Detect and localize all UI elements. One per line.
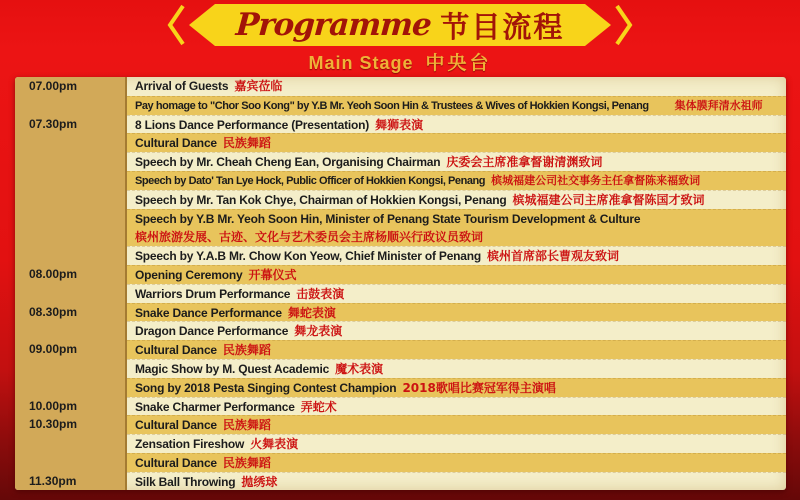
event-time: 10.00pm [15,397,127,416]
event-time: 11.30pm [15,472,127,490]
event-title-english: Speech by Y.B Mr. Yeoh Soon Hin, Minister of Penang State Tourism Development & Culture [135,211,641,226]
event-time [15,359,127,378]
schedule-row [15,190,786,209]
event-description [127,77,786,96]
event-title-chinese: 槟城福建公司社交事务主任拿督陈来福致词 [491,173,701,187]
event-time [15,321,127,340]
schedule-row [15,115,786,134]
event-title-english: Speech by Y.A.B Mr. Chow Kon Yeow, Chief Minister of Penang [135,249,482,264]
schedule-row [15,133,786,152]
programme-title-banner [165,3,635,47]
event-title-english: Arrival of Guests [135,79,229,93]
schedule-row [15,284,786,303]
schedule-row [15,340,786,359]
event-title-english: Cultural Dance [135,418,217,433]
event-description [127,453,786,472]
event-title-chinese: 击鼓表演 [296,286,345,301]
event-time [15,284,127,303]
event-title-chinese: 火舞表演 [250,437,299,452]
event-title-chinese: 舞龙表演 [294,324,343,339]
event-description [127,284,786,303]
event-title-english: Speech by Dato' Tan Lye Hock, Public Officer of Hokkien Kongsi, Penang [135,174,486,187]
event-title-english: Zensation Fireshow [135,437,245,452]
event-description [127,133,786,152]
event-description [127,378,786,397]
event-description [127,415,786,434]
stage-subtitle-chinese: 中央台 [425,53,492,74]
event-title-english: 8 Lions Dance Performance (Presentation) [135,117,370,132]
schedule-row [15,453,786,472]
schedule-row [15,434,786,453]
page-title-english: Programme [234,7,432,43]
event-title-english: Opening Ceremony [135,267,243,282]
event-title-chinese: 2018歌唱比赛冠军得主演唱 [402,380,556,395]
event-title-chinese: 槟州旅游发展、古迹、文化与艺术委员会主席杨顺兴行政议员致词 [135,230,484,245]
event-title-chinese: 集体膜拜清水祖师 [674,98,763,112]
event-time: 07.30pm [15,115,127,134]
schedule-row [15,321,786,340]
schedule-row [15,152,786,171]
event-time [15,378,127,397]
event-time: 08.30pm [15,303,127,322]
schedule-row [15,359,786,378]
event-title-english: Speech by Mr. Cheah Cheng Ean, Organising Chairman [135,155,441,170]
event-title-english: Warriors Drum Performance [135,286,291,301]
event-title-chinese: 舞狮表演 [375,117,424,132]
event-title-english: Song by 2018 Pesta Singing Contest Champion [135,380,397,395]
schedule-row [15,472,786,490]
schedule-row [15,246,786,265]
event-title-english: Cultural Dance [135,136,217,151]
event-title-english: Snake Charmer Performance [135,399,295,414]
event-title-chinese: 弄蛇术 [300,399,337,414]
event-title-chinese: 民族舞蹈 [222,455,271,470]
event-time [15,152,127,171]
event-title-chinese: 庆委会主席准拿督谢清渊致词 [446,155,603,170]
event-description [127,115,786,134]
event-title-chinese: 民族舞蹈 [222,136,271,151]
event-description [127,359,786,378]
event-title-chinese: 拋绣球 [241,474,278,489]
event-title-english: Cultural Dance [135,343,217,358]
event-description [127,209,786,247]
event-title-chinese: 魔术表演 [335,361,384,376]
event-time [15,171,127,190]
schedule-row [15,265,786,284]
event-description [127,265,786,284]
event-title-english: Dragon Dance Performance [135,324,289,339]
event-title-english: Pay homage to "Chor Soo Kong" by Y.B Mr. Yeoh Soon Hin & Trustees & Wives of Hokkien Kongsi, Penang [135,99,649,112]
event-title-chinese: 开幕仪式 [248,267,297,282]
event-time [15,133,127,152]
event-title-english: Magic Show by M. Quest Academic [135,361,330,376]
event-time [15,434,127,453]
event-time [15,96,127,115]
event-time: 10.30pm [15,415,127,434]
event-description [127,171,786,190]
page-title [165,3,635,47]
event-description [127,152,786,171]
event-time: 08.00pm [15,265,127,284]
event-title-chinese: 槟州首席部长曹观友致词 [487,249,620,264]
page-title-chinese: 节目流程 [440,9,565,44]
event-title-chinese: 舞蛇表演 [287,305,336,320]
event-title-chinese: 民族舞蹈 [222,343,271,358]
schedule-row [15,415,786,434]
event-time [15,209,127,247]
event-time: 07.00pm [15,77,127,96]
event-title-english: Snake Dance Performance [135,305,282,320]
schedule-table [15,77,786,490]
schedule-row [15,77,786,96]
event-description [127,321,786,340]
schedule-row [15,96,786,115]
event-title-chinese: 嘉宾莅临 [234,79,283,93]
event-title-english: Cultural Dance [135,455,217,470]
event-title-english: Speech by Mr. Tan Kok Chye, Chairman of Hokkien Kongsi, Penang [135,192,507,207]
schedule-row [15,397,786,416]
event-time [15,190,127,209]
event-title-chinese: 民族舞蹈 [222,418,271,433]
event-description [127,472,786,490]
event-time [15,453,127,472]
event-description [127,303,786,322]
event-time [15,246,127,265]
event-description [127,96,786,115]
stage-subtitle [0,48,800,75]
event-title-chinese: 槟城福建公司主席准拿督陈国才致词 [512,192,705,207]
event-description [127,434,786,453]
event-description [127,246,786,265]
schedule-row [15,171,786,190]
event-description [127,190,786,209]
schedule-row [15,378,786,397]
schedule-row [15,303,786,322]
stage-subtitle-english: Main Stage [308,53,414,73]
event-title-english: Silk Ball Throwing [135,474,236,489]
event-description [127,397,786,416]
event-description [127,340,786,359]
schedule-row [15,209,786,247]
event-time: 09.00pm [15,340,127,359]
